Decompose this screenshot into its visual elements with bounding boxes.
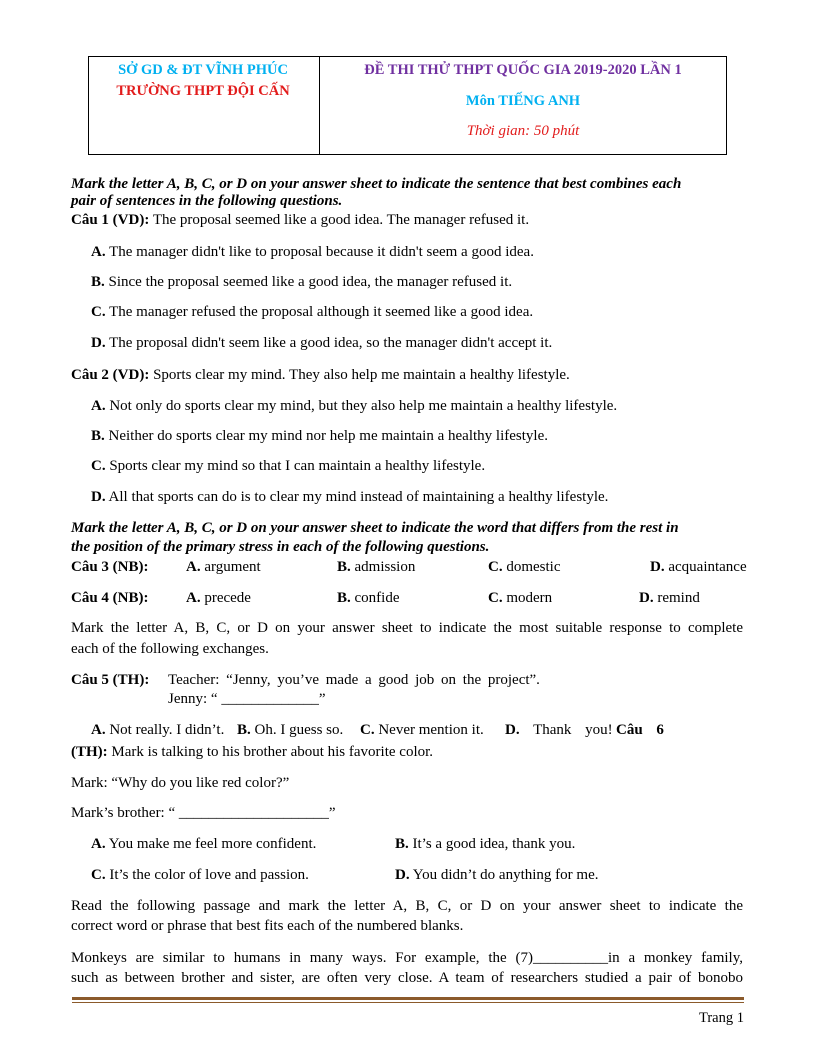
option-text: All that sports can do is to clear my mind instead of maintaining a healthy lifestyle. — [108, 489, 609, 505]
passage-line1: Monkeys are similar to humans in many ways. For example, the (7)__________in a monkey family, — [71, 950, 743, 966]
option-text: argument — [204, 559, 261, 575]
option-text: remind — [657, 590, 700, 606]
option-text: The proposal didn't seem like a good idea, so the manager didn't accept it. — [109, 335, 553, 351]
passage-line2: such as between brother and sister, are often very close. A team of researchers studied a pair of bonobo — [71, 970, 743, 986]
school-name: TRƯỜNG THPT ĐỘI CẤN — [116, 83, 290, 99]
question-1-text: The proposal seemed like a good idea. The manager refused it. — [152, 212, 530, 228]
footer-rule-thick — [72, 997, 744, 1000]
subject-name: Môn TIẾNG ANH — [465, 93, 581, 109]
option-letter: D. — [650, 559, 665, 575]
option-letter: C. — [91, 867, 106, 883]
option-letter: D. — [639, 590, 654, 606]
option-text: admission — [354, 559, 416, 575]
q2-option-d[interactable] — [91, 489, 608, 506]
option-text: modern — [506, 590, 553, 606]
section4-instruction-line1: Read the following passage and mark the letter A, B, C, or D on your answer sheet to indicate the — [71, 898, 743, 914]
question-2 — [71, 367, 570, 384]
option-letter: B. — [337, 559, 351, 575]
q5-option-c[interactable] — [360, 722, 484, 739]
option-letter: B. — [395, 836, 409, 852]
option-text: The manager refused the proposal although it seemed like a good idea. — [109, 304, 534, 320]
option-text: domestic — [506, 559, 561, 575]
time-limit: Thời gian: 50 phút — [466, 123, 580, 139]
option-text: Neither do sports clear my mind nor help me maintain a healthy lifestyle. — [108, 428, 548, 444]
option-letter: D. — [505, 722, 520, 738]
q1-option-a[interactable] — [91, 244, 534, 261]
question-6-text: Mark is talking to his brother about his favorite color. — [111, 744, 434, 760]
exam-title: ĐỀ THI THỬ THPT QUỐC GIA 2019-2020 LẦN 1 — [364, 62, 682, 78]
option-text: Since the proposal seemed like a good idea, the manager refused it. — [108, 274, 513, 290]
option-text: precede — [204, 590, 251, 606]
question-2-text: Sports clear my mind. They also help me maintain a healthy lifestyle. — [153, 367, 570, 383]
option-text: Sports clear my mind so that I can maintain a healthy lifestyle. — [109, 458, 486, 474]
option-letter: D. — [91, 489, 106, 505]
question-5-teacher-line: Teacher: “Jenny, you’ve made a good job on the project”. — [168, 672, 540, 688]
question-5-label: Câu 5 (TH): — [71, 672, 150, 688]
q1-option-b[interactable] — [91, 274, 512, 291]
option-text: Thank you! — [533, 722, 613, 738]
q6-option-d[interactable] — [395, 867, 599, 884]
option-letter: C. — [91, 304, 106, 320]
q4-option-b[interactable] — [337, 590, 400, 607]
question-6-mark-line: Mark: “Why do you like red color?” — [71, 775, 290, 791]
question-6 — [71, 744, 433, 761]
option-letter: D. — [91, 335, 106, 351]
question-6-brother-line: Mark’s brother: “ ____________________” — [71, 805, 336, 821]
option-letter: C. — [488, 559, 503, 575]
section1-instruction-line1: Mark the letter A, B, C, or D on your answer sheet to indicate the sentence that best combines each — [71, 176, 682, 192]
q3-option-c[interactable] — [488, 559, 561, 576]
option-text: Oh. I guess so. — [254, 722, 344, 738]
option-letter: C. — [91, 458, 106, 474]
q6-option-c[interactable] — [91, 867, 309, 884]
section3-instruction-line1: Mark the letter A, B, C, or D on your answer sheet to indicate the most suitable response to complete — [71, 620, 743, 636]
option-text: acquaintance — [668, 559, 747, 575]
option-letter: A. — [91, 836, 106, 852]
section3-instruction-line2: each of the following exchanges. — [71, 641, 269, 657]
q2-option-a[interactable] — [91, 398, 617, 415]
question-1-label: Câu 1 (VD): — [71, 212, 150, 228]
q3-option-d[interactable] — [650, 559, 747, 576]
option-letter: A. — [91, 398, 106, 414]
section2-instruction-line2: the position of the primary stress in each of the following questions. — [71, 539, 490, 555]
q1-option-c[interactable] — [91, 304, 533, 321]
question-6-label-part2: (TH): — [71, 744, 108, 760]
option-text: The manager didn't like to proposal because it didn't seem a good idea. — [109, 244, 534, 260]
option-letter: D. — [395, 867, 410, 883]
option-text: Not only do sports clear my mind, but they also help me maintain a healthy lifestyle. — [109, 398, 618, 414]
section2-instruction-line1: Mark the letter A, B, C, or D on your answer sheet to indicate the word that differs from the rest in — [71, 520, 679, 536]
q3-option-a[interactable] — [186, 559, 261, 576]
option-letter: A. — [186, 590, 201, 606]
section4-instruction-line2: correct word or phrase that best fits each of the numbered blanks. — [71, 918, 464, 934]
q6-option-a[interactable] — [91, 836, 316, 853]
q4-option-a[interactable] — [186, 590, 251, 607]
q5-option-a[interactable] — [91, 722, 224, 739]
q5-option-b[interactable] — [237, 722, 343, 739]
option-letter: B. — [337, 590, 351, 606]
question-6-label-part1: Câu 6 — [616, 722, 664, 738]
option-text: You make me feel more confident. — [108, 836, 317, 852]
option-text: Never mention it. — [378, 722, 484, 738]
option-letter: A. — [91, 244, 106, 260]
option-text: confide — [354, 590, 400, 606]
q4-option-d[interactable] — [639, 590, 700, 607]
option-letter: C. — [488, 590, 503, 606]
option-text: It’s a good idea, thank you. — [412, 836, 576, 852]
option-text: You didn’t do anything for me. — [412, 867, 599, 883]
q6-option-b[interactable] — [395, 836, 575, 853]
question-4-label: Câu 4 (NB): — [71, 590, 149, 606]
q2-option-b[interactable] — [91, 428, 548, 445]
option-text: It’s the color of love and passion. — [109, 867, 309, 883]
question-5-jenny-line: Jenny: “ _____________” — [168, 691, 326, 707]
question-1 — [71, 212, 529, 229]
q3-option-b[interactable] — [337, 559, 415, 576]
q2-option-c[interactable] — [91, 458, 485, 475]
department-name: SỞ GD & ĐT VĨNH PHÚC — [118, 62, 288, 78]
footer-rule-thin — [72, 1002, 744, 1003]
question-3-label: Câu 3 (NB): — [71, 559, 149, 575]
option-letter: B. — [91, 428, 105, 444]
q4-option-c[interactable] — [488, 590, 552, 607]
section1-instruction-line2: pair of sentences in the following questions. — [71, 193, 343, 209]
option-letter: A. — [186, 559, 201, 575]
page-number: Trang 1 — [699, 1010, 744, 1026]
option-letter: C. — [360, 722, 375, 738]
question-2-label: Câu 2 (VD): — [71, 367, 150, 383]
option-text: Not really. I didn’t. — [109, 722, 225, 738]
option-letter: B. — [237, 722, 251, 738]
option-letter: A. — [91, 722, 106, 738]
option-letter: B. — [91, 274, 105, 290]
q1-option-d[interactable] — [91, 335, 552, 352]
q5-option-d[interactable] — [505, 722, 613, 739]
